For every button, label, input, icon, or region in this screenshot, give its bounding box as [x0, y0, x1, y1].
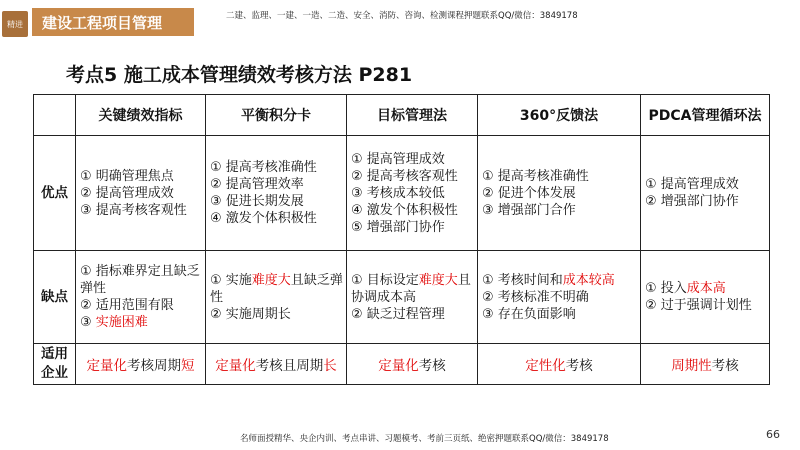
table-cell [206, 251, 347, 344]
table-cell [206, 136, 347, 251]
header-bar [0, 0, 800, 40]
text-segment: ① 实施 [210, 272, 252, 288]
highlight-text: 实施困难 [95, 315, 148, 330]
list-item: ① 提高考核准确性 [482, 168, 589, 184]
row-label-text: 优点 [41, 184, 68, 201]
list-item-prefix: ③ [80, 315, 96, 330]
highlight-text: 难度大 [251, 272, 291, 288]
row-label-advantages [34, 136, 76, 251]
footer-text: 名师面授精华、央企内训、考点串讲、习题模考、考前三页纸、绝密押题联系QQ/微信：3849178 [240, 434, 609, 444]
list-item: ② 过于强调计划性 [645, 298, 752, 313]
text-segment: 且缺乏弹性 [210, 272, 343, 305]
list-item: ⑤ 增强部门协作 [351, 219, 445, 235]
list-item: ① 提高管理成效 [645, 177, 739, 192]
list-item: ② 提高管理效率 [210, 177, 304, 192]
text-segment: ① 目标设定 [351, 272, 419, 288]
list-item: ④ 激发个体积极性 [210, 211, 317, 226]
list-item [482, 272, 638, 289]
page-title: 考点5 施工成本管理绩效考核方法 P281 [66, 64, 413, 86]
table-cell [478, 136, 641, 251]
logo: 精进 [2, 11, 28, 37]
table-row-applicable [34, 344, 770, 385]
table-row-advantages [34, 136, 770, 251]
list-item: ③ 考核成本较低 [351, 185, 445, 201]
text-segment: 且协调成本高 [351, 272, 471, 305]
highlight-text: 定性化 [525, 358, 566, 374]
text-segment: 考核 [565, 358, 593, 374]
column-header: PDCA管理循环法 [641, 95, 770, 136]
highlight-text: 难度大 [418, 272, 458, 288]
text-segment: 考核且周期 [255, 358, 324, 374]
list-item: ② 促进个体发展 [482, 185, 576, 201]
list-item: ③ 提高考核客观性 [80, 202, 187, 218]
table-cell [76, 251, 206, 344]
highlight-text: 定量化 [86, 358, 127, 374]
list-item: ① 明确管理焦点 [80, 168, 174, 184]
list-item: ② 考核标准不明确 [482, 289, 589, 305]
list-item: ② 实施周期长 [210, 306, 291, 322]
list-item: ① 指标难界定且缺乏弹性 [80, 264, 200, 296]
text-segment: 考核 [711, 358, 739, 374]
list-item: ② 适用范围有限 [80, 298, 174, 313]
highlight-text: 成本较高 [562, 272, 615, 288]
corner-cell [34, 95, 76, 136]
row-label-text: 适用 [41, 346, 68, 362]
table-cell [76, 344, 206, 385]
list-item: ③ 促进长期发展 [210, 194, 304, 209]
list-item [80, 314, 203, 331]
highlight-text: 短 [181, 358, 195, 374]
table-cell [347, 251, 478, 344]
highlight-text: 成本高 [686, 281, 726, 296]
text-segment: 考核周期 [127, 358, 181, 374]
highlight-text: 周期性 [671, 358, 712, 374]
list-item: ② 提高考核客观性 [351, 168, 458, 184]
table-header-row [34, 95, 770, 136]
brand-title: 建设工程项目管理 [32, 8, 194, 36]
row-label-text: 企业 [41, 365, 68, 381]
table-cell [206, 344, 347, 385]
list-item [645, 280, 767, 297]
list-item [351, 272, 475, 306]
row-label-disadvantages [34, 251, 76, 344]
table-cell [478, 251, 641, 344]
column-header: 目标管理法 [347, 95, 478, 136]
text-segment: ① 考核时间和 [482, 272, 563, 288]
row-label-applicable [34, 344, 76, 385]
highlight-text: 定量化 [215, 358, 256, 374]
page-number: 66 [766, 428, 780, 441]
row-label-text: 缺点 [41, 288, 68, 305]
column-header: 关键绩效指标 [76, 95, 206, 136]
table-cell [76, 136, 206, 251]
list-item: ③ 增强部门合作 [482, 202, 576, 218]
table-cell [641, 344, 770, 385]
list-item: ① 提高考核准确性 [210, 160, 317, 175]
text-segment: ① 投入 [645, 281, 687, 296]
list-item: ② 提高管理成效 [80, 185, 174, 201]
list-item [210, 272, 344, 306]
table-cell [641, 136, 770, 251]
list-item: ② 增强部门协作 [645, 194, 739, 209]
table-row-disadvantages [34, 251, 770, 344]
text-segment: 考核 [418, 358, 446, 374]
table-cell [641, 251, 770, 344]
list-item: ④ 激发个体积极性 [351, 202, 458, 218]
table-cell [478, 344, 641, 385]
list-item: ② 缺乏过程管理 [351, 306, 445, 322]
table-cell [347, 344, 478, 385]
column-header: 平衡积分卡 [206, 95, 347, 136]
highlight-text: 长 [323, 358, 337, 374]
comparison-table [33, 94, 770, 385]
header-tagline: 二建、监理、一建、一造、二造、安全、消防、咨询、检测课程押题联系QQ/微信：3849178 [226, 11, 578, 21]
highlight-text: 定量化 [378, 358, 419, 374]
list-item: ① 提高管理成效 [351, 151, 445, 167]
column-header: 360°反馈法 [478, 95, 641, 136]
table-cell [347, 136, 478, 251]
list-item: ③ 存在负面影响 [482, 306, 576, 322]
